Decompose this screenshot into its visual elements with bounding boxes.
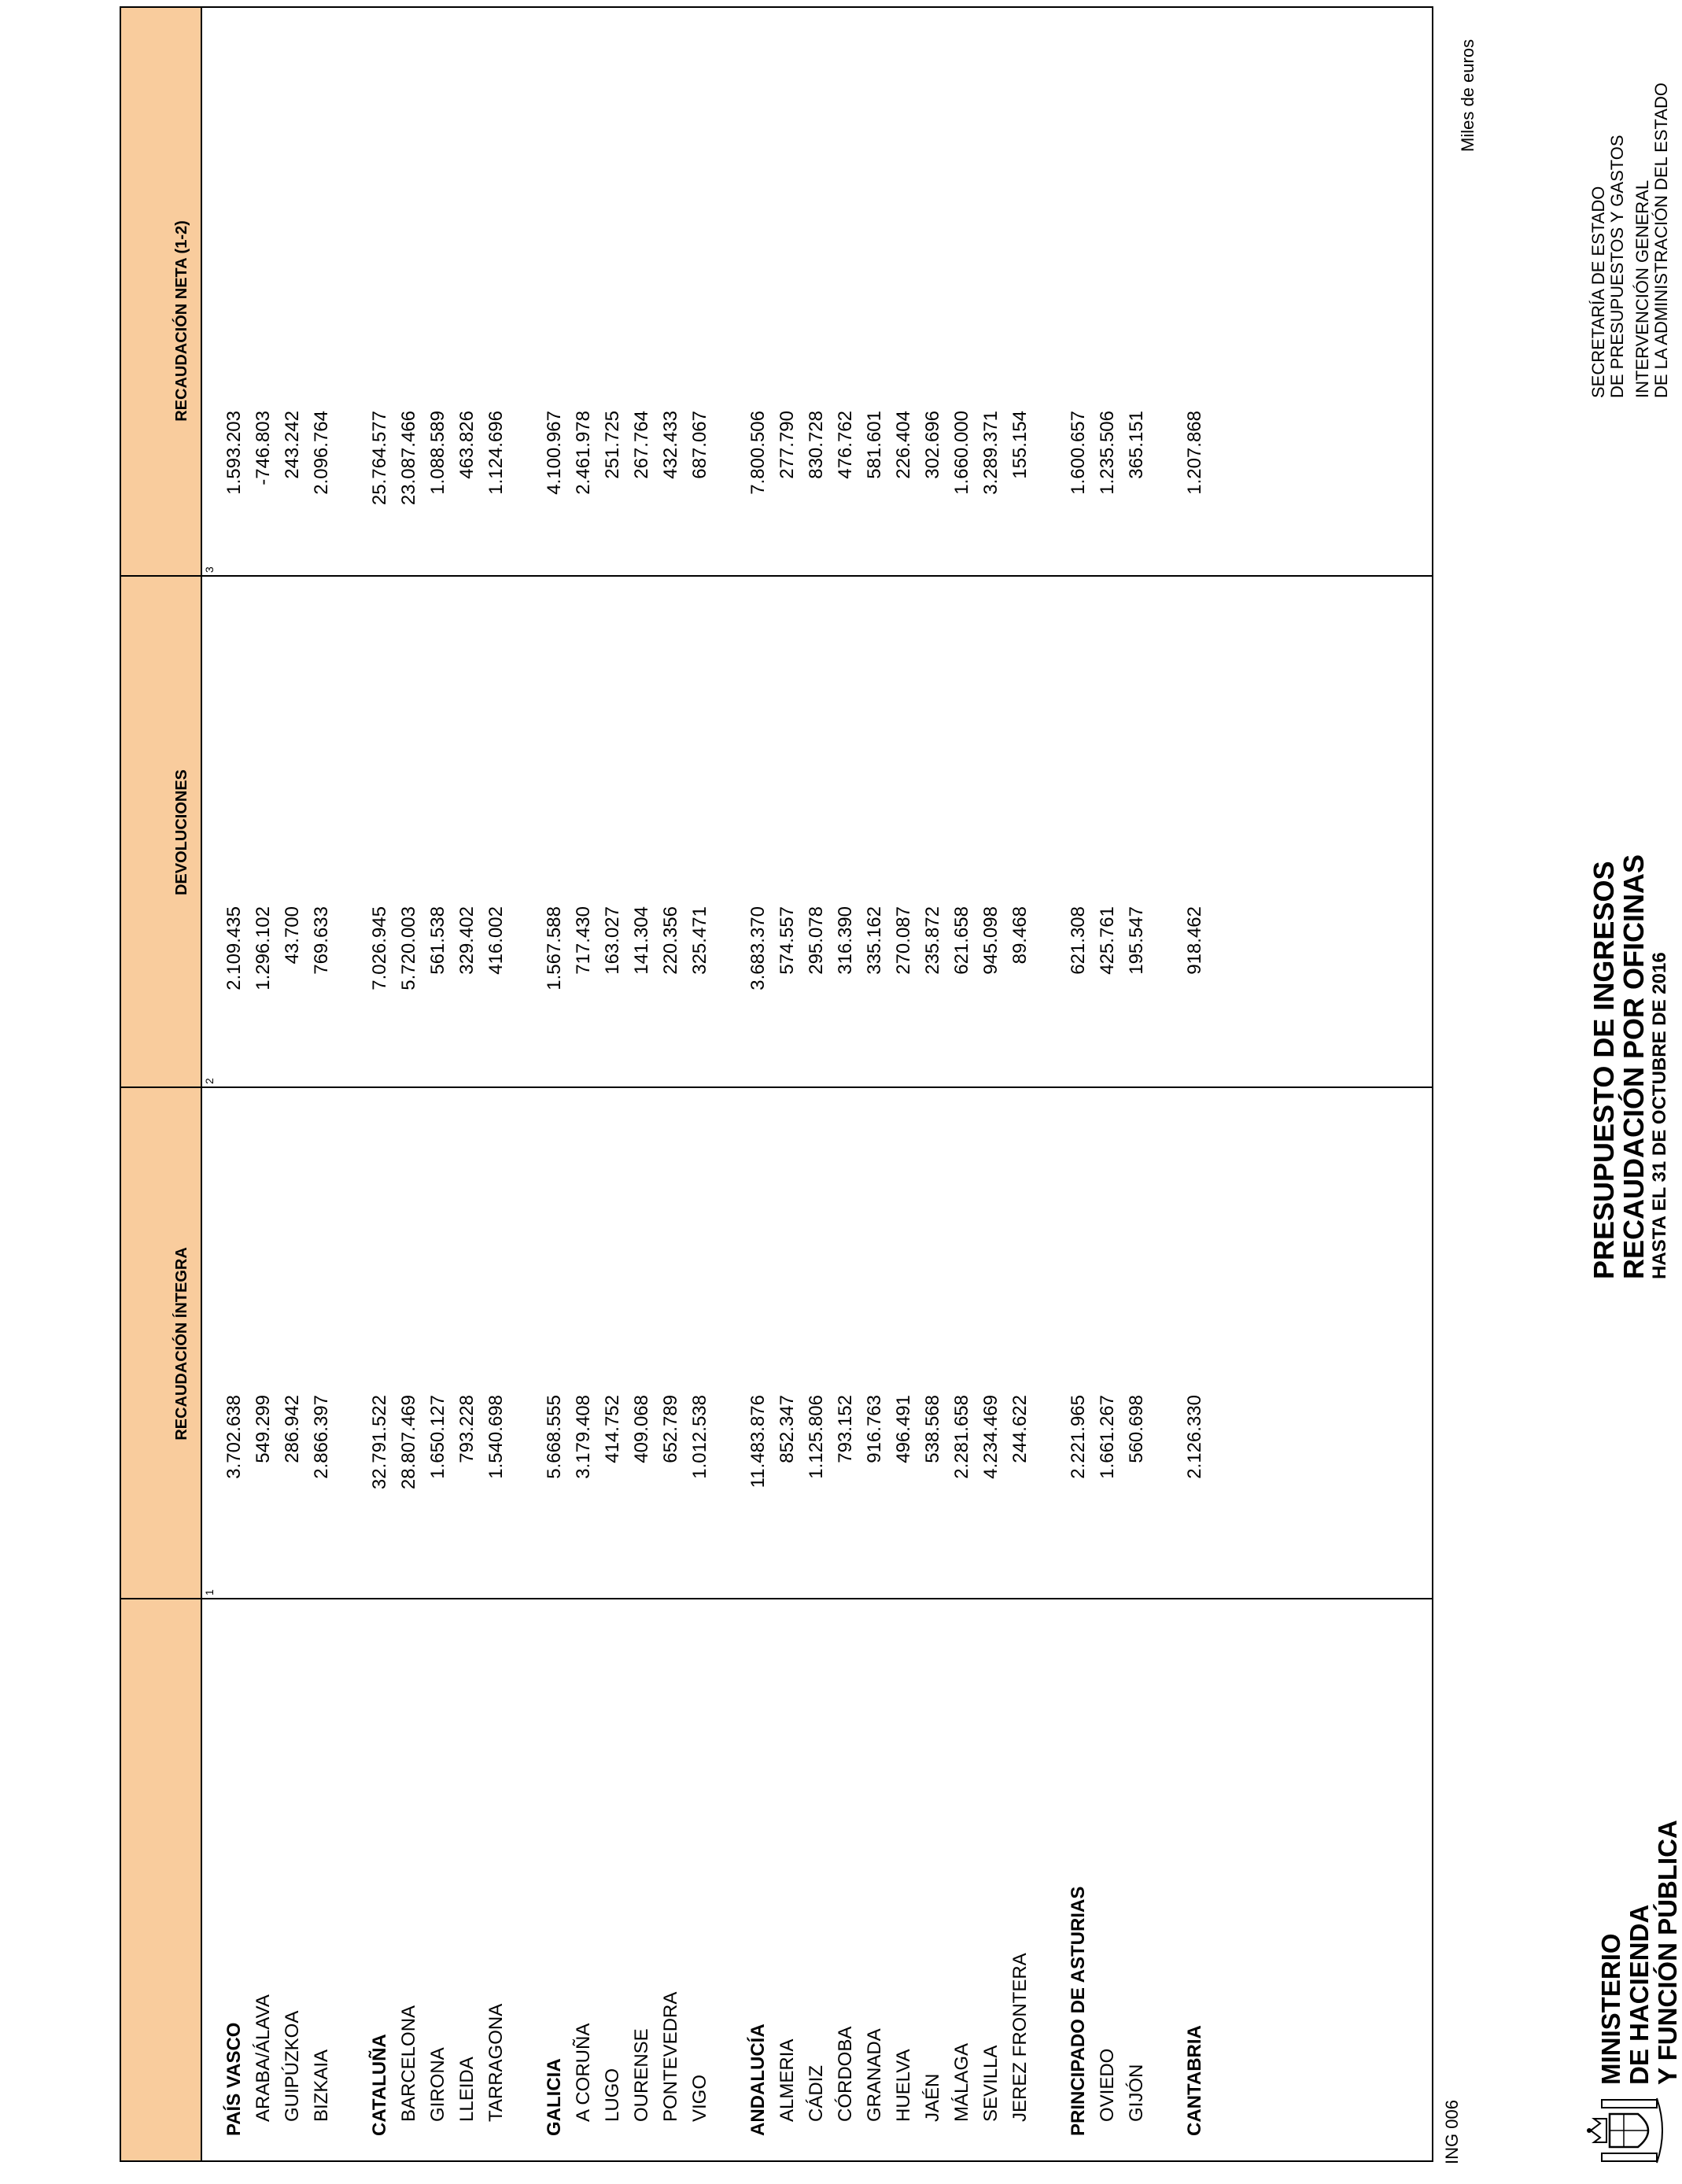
- office-label: CÁDIZ: [806, 2065, 827, 2122]
- report-subtitle: HASTA EL 31 DE OCTUBRE DE 2016: [1649, 952, 1670, 1279]
- region-label: PAÍS VASCO: [223, 2022, 245, 2136]
- neta-value: 1.124.696: [485, 411, 507, 495]
- neta-value: 23.087.466: [398, 411, 419, 506]
- table-row-group: [544, 0, 574, 2184]
- table-row: [399, 0, 428, 2184]
- neta-value: -746.803: [253, 411, 274, 485]
- ministry-line-2: DE HACIENDA: [1625, 1904, 1654, 2085]
- integra-value: 652.789: [660, 1395, 681, 1463]
- table-row: [603, 0, 632, 2184]
- neta-value: 2.461.978: [573, 411, 594, 495]
- neta-value: 1.207.868: [1184, 411, 1205, 495]
- table-row: [282, 0, 312, 2184]
- neta-value: 581.601: [864, 411, 885, 479]
- office-label: HUELVA: [893, 2049, 914, 2122]
- title-line-1: PRESUPUESTO DE INGRESOS: [1588, 861, 1620, 1279]
- devoluciones-value: 1.296.102: [253, 906, 274, 991]
- region-label: ANDALUCÍA: [747, 2024, 769, 2136]
- office-label: GRANADA: [864, 2028, 885, 2122]
- integra-value: 1.540.698: [485, 1395, 507, 1479]
- integra-value: 5.668.555: [544, 1395, 565, 1479]
- devoluciones-value: 5.720.003: [398, 906, 419, 991]
- integra-value: 2.281.658: [951, 1395, 972, 1479]
- devoluciones-value: 2.109.435: [223, 906, 245, 991]
- neta-value: 155.154: [1009, 411, 1031, 479]
- integra-value: 1.012.538: [689, 1395, 710, 1479]
- office-label: CÓRDOBA: [835, 2026, 856, 2122]
- devoluciones-value: 195.547: [1126, 906, 1147, 975]
- integra-value: 793.228: [456, 1395, 478, 1463]
- integra-value: 409.068: [631, 1395, 652, 1463]
- ministry-name: [1597, 1820, 1682, 2085]
- integra-value: 4.234.469: [980, 1395, 1001, 1479]
- table-row-group: [224, 0, 253, 2184]
- neta-value: 4.100.967: [544, 411, 565, 495]
- table-row: [923, 0, 952, 2184]
- neta-value: 1.660.000: [951, 411, 972, 495]
- agency-line-1: SECRETARÍA DE ESTADO: [1588, 186, 1608, 398]
- devoluciones-value: 769.633: [311, 906, 332, 975]
- table-row: [486, 0, 515, 2184]
- integra-value: 852.347: [776, 1395, 798, 1463]
- integra-value: 2.126.330: [1184, 1395, 1205, 1479]
- devoluciones-value: 1.567.588: [544, 906, 565, 991]
- neta-value: 830.728: [806, 411, 827, 479]
- office-label: LLEIDA: [456, 2057, 478, 2122]
- devoluciones-value: 325.471: [689, 906, 710, 975]
- integra-value: 3.179.408: [573, 1395, 594, 1479]
- devoluciones-value: 945.098: [980, 906, 1001, 975]
- office-label: VIGO: [689, 2074, 710, 2122]
- table-row: [894, 0, 923, 2184]
- table-row: [981, 0, 1010, 2184]
- neta-value: 1.235.506: [1097, 411, 1118, 495]
- agency-line-4: DE LA ADMINISTRACIÓN DEL ESTADO: [1651, 83, 1671, 398]
- ministry-line-1: MINISTERIO: [1596, 1933, 1625, 2085]
- neta-value: 302.696: [922, 411, 943, 479]
- integra-value: 244.622: [1009, 1395, 1031, 1463]
- devoluciones-value: 416.002: [485, 906, 507, 975]
- devoluciones-value: 561.538: [427, 906, 448, 975]
- column-header-neta: RECAUDACIÓN NETA (1-2): [173, 220, 190, 422]
- integra-value: 560.698: [1126, 1395, 1147, 1463]
- office-label: JAÉN: [922, 2073, 943, 2122]
- column-header-devoluciones: DEVOLUCIONES: [173, 769, 190, 896]
- neta-value: 3.289.371: [980, 411, 1001, 495]
- integra-value: 793.152: [835, 1395, 856, 1463]
- integra-value: 414.752: [602, 1395, 623, 1463]
- office-label: OURENSE: [631, 2028, 652, 2122]
- devoluciones-value: 7.026.945: [369, 906, 390, 991]
- table-row: [777, 0, 806, 2184]
- integra-value: 11.483.876: [747, 1395, 769, 1489]
- integra-value: 549.299: [253, 1395, 274, 1463]
- devoluciones-value: 43.700: [282, 906, 303, 965]
- integra-value: 2.866.397: [311, 1395, 332, 1479]
- table-row: [312, 0, 341, 2184]
- ministry-line-3: Y FUNCIÓN PÚBLICA: [1653, 1820, 1682, 2085]
- neta-value: 7.800.506: [747, 411, 769, 495]
- units-label: Miles de euros: [1458, 39, 1477, 152]
- neta-value: 2.096.764: [311, 411, 332, 495]
- integra-value: 1.125.806: [806, 1395, 827, 1479]
- table-row: [457, 0, 486, 2184]
- report-title: [1589, 839, 1671, 1279]
- table-row: [632, 0, 661, 2184]
- table-row: [806, 0, 835, 2184]
- neta-value: 277.790: [776, 411, 798, 479]
- coat-of-arms-logo: [1586, 2097, 1663, 2164]
- neta-value: 365.151: [1126, 411, 1147, 479]
- column-number-2: 2: [203, 1078, 216, 1084]
- devoluciones-value: 295.078: [806, 906, 827, 975]
- integra-value: 916.763: [864, 1395, 885, 1463]
- title-line-2: RECAUDACIÓN POR OFICINAS: [1617, 854, 1650, 1279]
- devoluciones-value: 235.872: [922, 906, 943, 975]
- table-row: [661, 0, 690, 2184]
- table-row: [1127, 0, 1156, 2184]
- table-row-group: [1185, 0, 1214, 2184]
- office-label: BARCELONA: [398, 2005, 419, 2122]
- region-label: PRINCIPADO DE ASTURIAS: [1068, 1886, 1089, 2136]
- devoluciones-value: 621.658: [951, 906, 972, 975]
- neta-value: 226.404: [893, 411, 914, 479]
- region-label: GALICIA: [544, 2058, 565, 2136]
- agency-block: [1589, 83, 1671, 398]
- agency-line-2: DE PRESUPUESTOS Y GASTOS: [1607, 135, 1627, 398]
- column-number-1: 1: [203, 1589, 216, 1596]
- neta-value: 1.600.657: [1068, 411, 1089, 495]
- office-label: LUGO: [602, 2068, 623, 2122]
- integra-value: 2.221.965: [1068, 1395, 1089, 1479]
- office-label: OVIEDO: [1097, 2048, 1118, 2122]
- neta-value: 1.593.203: [223, 411, 245, 495]
- document-code: ING 006: [1442, 2100, 1462, 2164]
- office-label: JEREZ FRONTERA: [1009, 1953, 1031, 2122]
- table-row-group: [1068, 0, 1097, 2184]
- table-row: [1097, 0, 1127, 2184]
- integra-value: 28.807.469: [398, 1395, 419, 1490]
- column-header-integra: RECAUDACIÓN ÍNTEGRA: [173, 1247, 190, 1441]
- integra-value: 1.650.127: [427, 1395, 448, 1479]
- office-label: GIJÓN: [1126, 2064, 1147, 2122]
- devoluciones-value: 220.356: [660, 906, 681, 975]
- table-row: [1010, 0, 1039, 2184]
- office-label: PONTEVEDRA: [660, 1991, 681, 2122]
- neta-value: 251.725: [602, 411, 623, 479]
- table-row: [690, 0, 719, 2184]
- devoluciones-value: 141.304: [631, 906, 652, 975]
- integra-value: 496.491: [893, 1395, 914, 1463]
- devoluciones-value: 425.761: [1097, 906, 1118, 975]
- neta-value: 267.764: [631, 411, 652, 479]
- neta-value: 432.433: [660, 411, 681, 479]
- region-label: CANTABRIA: [1184, 2025, 1205, 2136]
- agency-line-3: INTERVENCIÓN GENERAL: [1632, 179, 1652, 398]
- region-label: CATALUÑA: [369, 2034, 390, 2136]
- office-label: ALMERIA: [776, 2038, 798, 2122]
- office-label: GIRONA: [427, 2047, 448, 2122]
- neta-value: 1.088.589: [427, 411, 448, 495]
- integra-value: 1.661.267: [1097, 1395, 1118, 1479]
- neta-value: 243.242: [282, 411, 303, 479]
- devoluciones-value: 89.468: [1009, 906, 1031, 965]
- neta-value: 25.764.577: [369, 411, 390, 506]
- devoluciones-value: 918.462: [1184, 906, 1205, 975]
- devoluciones-value: 3.683.370: [747, 906, 769, 991]
- devoluciones-value: 163.027: [602, 906, 623, 975]
- table-row: [428, 0, 457, 2184]
- integra-value: 3.702.638: [223, 1395, 245, 1479]
- office-label: SEVILLA: [980, 2045, 1001, 2122]
- neta-value: 463.826: [456, 411, 478, 479]
- devoluciones-value: 316.390: [835, 906, 856, 975]
- table-row: [835, 0, 865, 2184]
- devoluciones-value: 329.402: [456, 906, 478, 975]
- devoluciones-value: 621.308: [1068, 906, 1089, 975]
- devoluciones-value: 335.162: [864, 906, 885, 975]
- office-label: GUIPÚZKOA: [282, 2010, 303, 2122]
- office-label: MÁLAGA: [951, 2042, 972, 2122]
- table-row: [952, 0, 981, 2184]
- column-number-3: 3: [203, 566, 216, 573]
- office-label: TARRAGONA: [485, 2003, 507, 2122]
- integra-value: 538.568: [922, 1395, 943, 1463]
- neta-value: 476.762: [835, 411, 856, 479]
- devoluciones-value: 270.087: [893, 906, 914, 975]
- table-row: [865, 0, 894, 2184]
- table-row: [574, 0, 603, 2184]
- table-row-group: [370, 0, 399, 2184]
- office-label: ARABA/ÁLAVA: [253, 1994, 274, 2122]
- devoluciones-value: 717.430: [573, 906, 594, 975]
- integra-value: 286.942: [282, 1395, 303, 1463]
- neta-value: 687.067: [689, 411, 710, 479]
- office-label: BIZKAIA: [311, 2049, 332, 2122]
- table-row: [253, 0, 282, 2184]
- office-label: A CORUÑA: [573, 2023, 594, 2122]
- integra-value: 32.791.522: [369, 1395, 390, 1490]
- devoluciones-value: 574.557: [776, 906, 798, 975]
- table-row-group: [748, 0, 777, 2184]
